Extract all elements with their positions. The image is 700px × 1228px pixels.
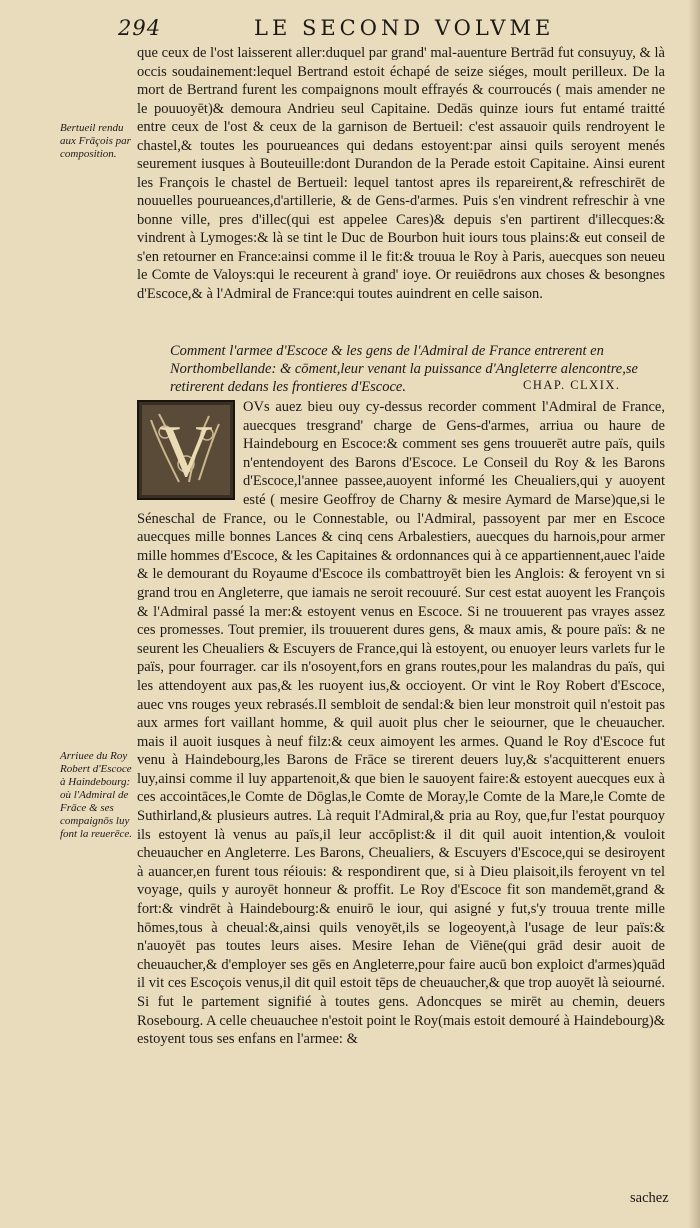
margin-note-bertueil: Bertueil rendu aux Frāçois par composition.	[60, 122, 131, 160]
ornamental-drop-cap	[137, 400, 235, 500]
page-number: 294	[118, 16, 162, 40]
drop-cap-ornament-icon	[139, 402, 233, 498]
margin-note-roi-robert: Arriuee du Roy Robert d'Escoce à Haindebourg: où l'Admiral de Frāce & ses compaignōs luy font la reuerēce.	[60, 750, 132, 840]
chapter-heading: Comment l'armee d'Escoce & les gens de l'Admiral de France entrerent en Northombellande: & cōment,leur venant la puissance d'Angleterre alencontre,se retirerent dedans les frontieres d'Escoce.	[170, 343, 638, 395]
chapter-paragraph: OVs auez bieu ouy cy-dessus recorder comment l'Admiral de France, auecques tresgrand' charge de Gens-d'armes, arriua ou haure de Haindebourg en Escoce:& comment ses gens trouuerēt autre païs, quils n'entendoyent des Barons d'Escoce. Le Conseil du Roy & les Barons d'Escoce,l'annee passee,auoyent informé les Cheualiers,qui y auoyent esté ( mesire Geoffroy de Charny & mesire Aymard de Marse)que,si le Séneschal de France, ou le Connestable, ou l'Admiral, passoyent par mer en Escoce auecques mille bonnes Lances & cinq cens Arbalestiers, auecques du harnois,pour armer mille hommes d'Escoce, & les Capitaines & ordonnances qui à ce appartiennent,auec l'aide & le demourant du Royaume d'Escoce ils combattroyēt bien les Anglois: & feroyent vn si grand trou en Angleterre, que iamais ne seroit recouuré. Sur cest estat auoyent les François & l'Admiral passé la mer:& estoyent venus en Escoce. Si ne trouuerent pas vrayes assez ces promesses. Tout premier, ils trouuerent dures gens, & maux amis, & poure païs: & ne seurent les Cheualiers & Escuyers de France,qui là estoyent, ou enuoyer leurs varlets fur le païs, pour fourrager. car ils n'osoyent,fors en grans routes,pour les malandras du païs, qui les attendoyent aux pas,& les ruoyent ius,& occioyent. Or vint le Roy Robert d'Escoce, auec vns rouges yeux rebrasés.Il sembloit de sendal:& bien leur monstroit quil n'estoit pas aux armes fort vaillant homme, & quil auoit plus cher le seiourner, que le cheuaucher. mais il auoit iusques à neuf filz:& ceux aimoyent les armes. Quand le Roy d'Escoce fut venu à Haindebourg,les Barons de Frāce se tirerent deuers luy,& s'acquitterent enuers luy,ainsi comme il luy appartenoit,& que bien le sauoyent faire:& estoyent auecques eux à ces accointāces,le Comte de Dōglas,le Comte de Moray,le Comte de la Mare,le Comte de Suthirland,& plusieurs autres. Là requit l'Admiral,& pria au Roy, que,fur l'estat pourquoy ils estoyent là venus au païs,il leur accōplist:& il dit quil auoit intention,& vouloit cheuaucher en Angleterre. Les Barons, Cheualiers, & Escuyers d'Escoce,qui se desiroyent à auancer,en furent tous réiouis: & respondirent que, si à Dieu plaisoit,ils feroyent vn tel voyage, quils y auroyēt honneur & proffit. Le Roy d'Escoce fit son mandemēt,grand & fort:& vindrēt à Haindebourg:& enuirō le iour, qui asigné y fut,s'y trouua trente mille hōmes,tous à cheual:&,ainsi quils venoyēt,ils se logeoyent,à l'usage de leur païs:& n'auoyēt pas toutes leurs aises. Mesire Iehan de Viēne(qui grād desir auoit de cheuaucher,& d'employer ses gēs en Angleterre,pour faire aucū bon exploict d'armes)quād il vit ces Escoçois venus,il dit quil estoit tēps de cheuaucher,& que trop auoyēt là seiourné. Si fut le partement signifié à toutes gens. Adoncques se mirēt au chemin, deuers Rosebourg. A celle cheuauchee n'estoit point le Roy(mais estoit demouré à Haindebourg)& estoyent tous ses enfans en l'armee: &	[137, 399, 665, 1048]
page-edge-shadow	[688, 0, 700, 1228]
page-header	[118, 16, 678, 46]
drop-cap-letter: V	[159, 411, 213, 493]
chapter-body	[137, 398, 665, 1049]
catchword: sachez	[630, 1190, 669, 1206]
running-title: LE SECOND VOLVME	[254, 16, 555, 40]
chapter-label: CHAP. CLXIX.	[523, 378, 621, 392]
opening-paragraph: que ceux de l'ost laisserent aller:duquel par grand' mal-auenture Bertrād fut consuyuy, & là occis soudainement:lequel Bertrand estoit échapé de seize siéges, moult perilleux. De la mort de Bertrand furent les compaignons moult effrayés & courroucés ( mais amender ne le pouuoyēt)& demoura Andrieu seul Capitaine. Dedās quinze iours fut entamé traitté entre ceux de l'ost & ceux de la garnison de Bertueil: c'est assauoir quils rendroyent le chastel,& toutes les pourueances qui dedans estoyent:par ainsi quils seroyent menés seurement iusques à Bouteuille:dont Durandon de la Perade estoit Capitaine. Ainsi eurent les François le chastel de Bertueil: lequel tantost apres ils repareirent,& refreschirēt de nouuelles pourueances,d'artillerie, & de Gens-d'armes. Puis s'en vindrent refreschir à vne bonne ville, pres d'illec(qui est appelee Cares)& depuis s'en partirent d'illecques:& vindrent à Lymoges:& là se tint le Duc de Bourbon huit iours tous plains:& eut conseil de s'en retourner en France:ainsi comme il le fit:& trouua le Roy à Paris, auecques son neueu le Comte de Valoys:qui le receurent à grand' ioye. Or reuiēdrons aux choses & besongnes d'Escoce,& à l'Admiral de France:qui toutes auindrent en celle saison.	[137, 45, 665, 302]
